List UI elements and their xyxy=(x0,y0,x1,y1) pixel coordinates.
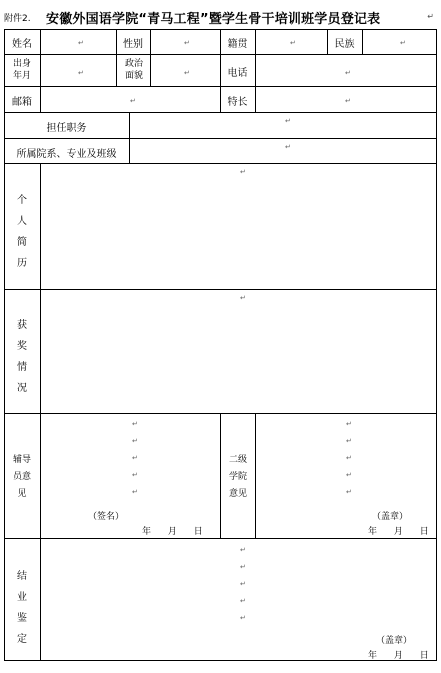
paragraph-mark: ↵ xyxy=(240,597,246,605)
row-divider xyxy=(4,138,437,139)
paragraph-mark: ↵ xyxy=(290,39,296,47)
column-divider xyxy=(255,413,256,538)
paragraph-mark: ↵ xyxy=(346,454,352,462)
column-divider xyxy=(129,112,130,163)
tutor-signature-label: （签名） xyxy=(88,512,125,522)
column-divider xyxy=(150,29,151,86)
paragraph-mark: ↵ xyxy=(240,614,246,622)
row-divider xyxy=(4,289,437,290)
paragraph-mark: ↵ xyxy=(132,488,138,496)
college-opinion-label: 二级学院意见 xyxy=(228,455,247,499)
resume-label: 个人简历 xyxy=(17,195,27,269)
column-divider xyxy=(40,163,41,661)
paragraph-mark: ↵ xyxy=(240,580,246,588)
paragraph-mark: ↵ xyxy=(130,97,136,105)
tutor-opinion-label: 辅导员意见 xyxy=(12,455,31,499)
column-divider xyxy=(40,29,41,112)
form-header xyxy=(4,8,436,28)
specialty-label: 特长 xyxy=(227,97,248,108)
college-date: 年 月 日 xyxy=(368,527,429,537)
name-label: 姓名 xyxy=(12,39,32,50)
ethnicity-label: 民族 xyxy=(334,39,355,50)
paragraph-mark: ↵ xyxy=(346,420,352,428)
column-divider xyxy=(362,29,363,54)
gender-label: 性别 xyxy=(123,39,143,50)
paragraph-mark: ↵ xyxy=(346,471,352,479)
paragraph-mark: ↵ xyxy=(132,420,138,428)
graduation-seal-label: （盖章） xyxy=(376,636,413,646)
native-place-label: 籍贯 xyxy=(227,39,248,50)
paragraph-mark: ↵ xyxy=(240,294,246,302)
paragraph-mark: ↵ xyxy=(132,471,138,479)
phone-label: 电话 xyxy=(227,68,248,79)
graduation-label: 结业鉴定 xyxy=(17,571,27,645)
attachment-label: 附件2. xyxy=(4,14,31,24)
form-title: 安徽外国语学院“青马工程”暨学生骨干培训班学员登记表 xyxy=(46,12,381,27)
paragraph-mark: ↵ xyxy=(240,563,246,571)
paragraph-mark: ↵ xyxy=(400,39,406,47)
tutor-date: 年 月 日 xyxy=(142,527,203,537)
paragraph-mark: ↵ xyxy=(345,69,351,77)
column-divider xyxy=(220,413,221,538)
birth-label: 出身年月 xyxy=(12,59,31,81)
row-divider xyxy=(4,163,437,164)
paragraph-mark: ↵ xyxy=(132,454,138,462)
row-divider xyxy=(4,538,437,539)
department-label: 所属院系、专业及班级 xyxy=(16,149,117,160)
position-label: 担任职务 xyxy=(46,123,87,134)
paragraph-mark: ↵ xyxy=(346,488,352,496)
political-label: 政治面貌 xyxy=(124,59,143,81)
row-divider xyxy=(4,112,437,113)
paragraph-mark: ↵ xyxy=(346,437,352,445)
paragraph-mark: ↵ xyxy=(184,69,190,77)
paragraph-mark: ↵ xyxy=(285,143,291,151)
paragraph-mark: ↵ xyxy=(132,437,138,445)
awards-label: 获奖情况 xyxy=(17,320,27,394)
email-label: 邮箱 xyxy=(12,97,32,108)
paragraph-mark: ↵ xyxy=(345,97,351,105)
paragraph-mark: ↵ xyxy=(78,69,84,77)
paragraph-mark: ↵ xyxy=(78,39,84,47)
graduation-date: 年 月 日 xyxy=(368,651,429,661)
paragraph-mark: ↵ xyxy=(240,546,246,554)
column-divider xyxy=(255,29,256,112)
paragraph-mark: ↵ xyxy=(240,168,246,176)
paragraph-mark: ↵ xyxy=(427,12,434,21)
paragraph-mark: ↵ xyxy=(285,117,291,125)
college-seal-label: （盖章） xyxy=(372,512,409,522)
paragraph-mark: ↵ xyxy=(184,39,190,47)
